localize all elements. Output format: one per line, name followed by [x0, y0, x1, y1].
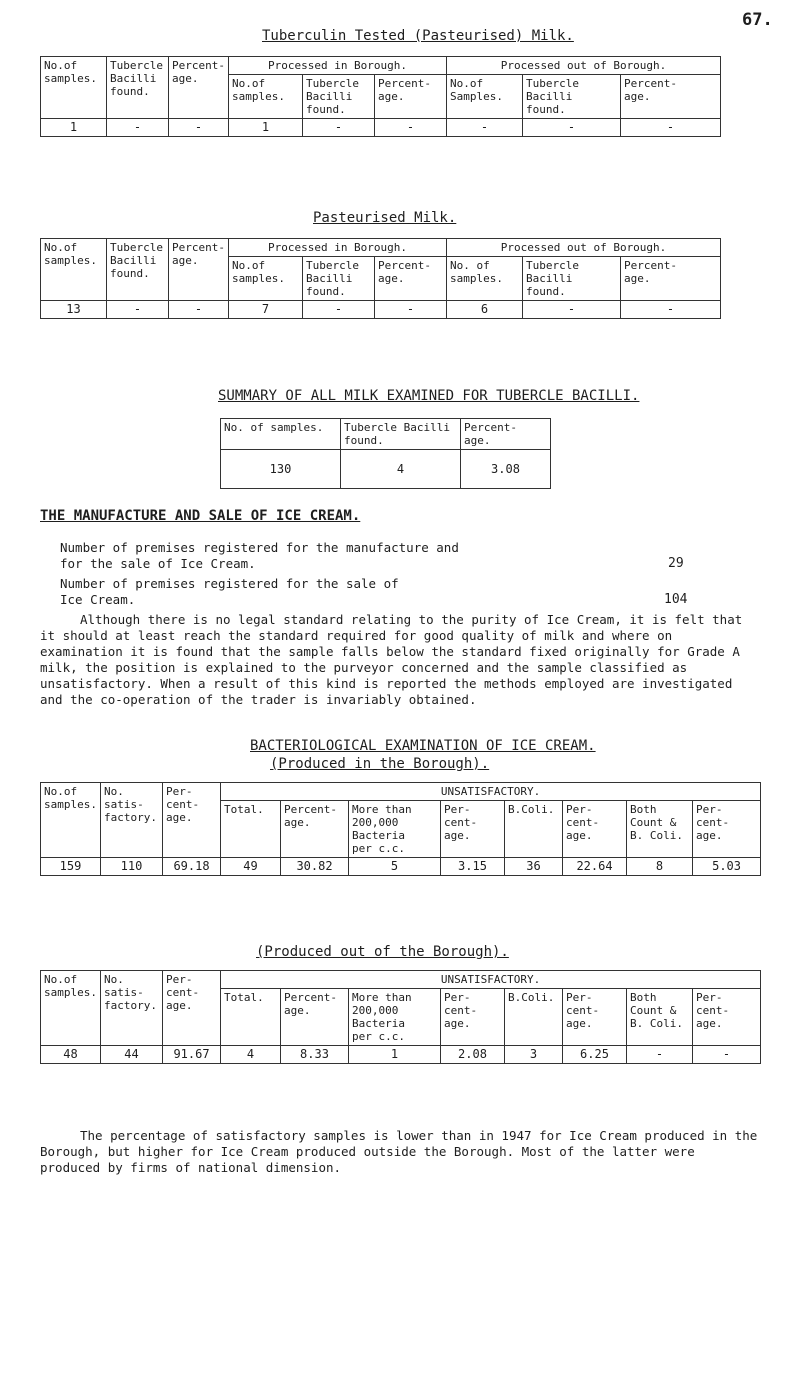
header-percentage: Per- cent- age.: [163, 783, 221, 858]
cell: 3.08: [461, 450, 551, 489]
cell: 5.03: [693, 858, 761, 876]
header-pct2: Percent- age.: [281, 989, 349, 1046]
cell: 6: [447, 301, 523, 319]
ice-cream-paragraph: Although there is no legal standard relating to the purity of Ice Cream, it is felt that it should at least reach the standard required for good quality of milk and where on examination it is found that the sample falls below the standard fixed originally for Grade A milk, the position is explained to the purveyor concerned and the sample classified as unsatisfactory. When a result of this kind is reported the methods employed are investigated and the co-operation of the trader is invariably obtained.: [40, 612, 743, 707]
header-out-borough: Processed out of Borough.: [447, 57, 721, 75]
header-satisfactory: No. satis- factory.: [101, 971, 163, 1046]
header-percentage: Per- cent- age.: [163, 971, 221, 1046]
header-no-samples: No.of samples.: [41, 971, 101, 1046]
cell: 110: [101, 858, 163, 876]
header-pct2: Percent- age.: [281, 801, 349, 858]
ice-cream-value2: 104: [664, 592, 688, 607]
ice-cream-title: THE MANUFACTURE AND SALE OF ICE CREAM.: [40, 508, 361, 524]
header-both: Both Count & B. Coli.: [627, 801, 693, 858]
cell: 91.67: [163, 1046, 221, 1064]
subheader-tb: Tubercle Bacilli found.: [303, 75, 375, 119]
ice-cream-value1: 29: [668, 556, 684, 571]
cell: 1: [349, 1046, 441, 1064]
bact-title: BACTERIOLOGICAL EXAMINATION OF ICE CREAM.: [250, 738, 596, 754]
header-unsatisfactory: UNSATISFACTORY.: [221, 783, 761, 801]
tt-milk-table: [40, 56, 721, 137]
table-row: [41, 858, 761, 876]
header-in-borough: Processed in Borough.: [229, 239, 447, 257]
header-no-samples: No.of samples.: [41, 783, 101, 858]
header-unsatisfactory: UNSATISFACTORY.: [221, 971, 761, 989]
subheader-tb: Tubercle Bacilli found.: [303, 257, 375, 301]
subheader-tb-out: Tubercle Bacilli found.: [523, 257, 621, 301]
cell: 44: [101, 1046, 163, 1064]
header-no-samples: No.of samples.: [41, 239, 107, 301]
summary-header-samples: No. of samples.: [221, 419, 341, 450]
cell: -: [169, 119, 229, 137]
cell: -: [303, 301, 375, 319]
header-pct5: Per- cent- age.: [693, 989, 761, 1046]
ice-cream-line2a: Number of premises registered for the sale of: [60, 576, 399, 591]
table-row: [41, 1046, 761, 1064]
cell: 30.82: [281, 858, 349, 876]
summary-header-pct: Percent- age.: [461, 419, 551, 450]
cell: 159: [41, 858, 101, 876]
header-tubercle-found: Tubercle Bacilli found.: [107, 57, 169, 119]
cell: -: [375, 301, 447, 319]
cell: -: [523, 119, 621, 137]
header-out-borough: Processed out of Borough.: [447, 239, 721, 257]
bact-in-table: [40, 782, 761, 876]
cell: -: [303, 119, 375, 137]
subheader-no: No.of samples.: [229, 75, 303, 119]
header-bcoli: B.Coli.: [505, 989, 563, 1046]
cell: 22.64: [563, 858, 627, 876]
cell: 49: [221, 858, 281, 876]
cell: 5: [349, 858, 441, 876]
cell: -: [169, 301, 229, 319]
header-bcoli: B.Coli.: [505, 801, 563, 858]
header-in-borough: Processed in Borough.: [229, 57, 447, 75]
header-percentage: Percent- age.: [169, 57, 229, 119]
page-number: 67.: [742, 10, 773, 30]
cell: -: [107, 301, 169, 319]
cell: -: [447, 119, 523, 137]
header-total: Total.: [221, 989, 281, 1046]
cell: 4: [341, 450, 461, 489]
bact-sub-in: (Produced in the Borough).: [270, 756, 490, 772]
cell: -: [107, 119, 169, 137]
subheader-no: No.of samples.: [229, 257, 303, 301]
cell: 48: [41, 1046, 101, 1064]
header-percentage: Percent- age.: [169, 239, 229, 301]
cell: -: [523, 301, 621, 319]
ice-cream-line2b: Ice Cream.: [60, 592, 136, 607]
header-pct4: Per- cent- age.: [563, 801, 627, 858]
cell: 1: [41, 119, 107, 137]
header-more-bacteria: More than 200,000 Bacteria per c.c.: [349, 989, 441, 1046]
subheader-no-out: No.of Samples.: [447, 75, 523, 119]
header-total: Total.: [221, 801, 281, 858]
cell: -: [375, 119, 447, 137]
header-tubercle-found: Tubercle Bacilli found.: [107, 239, 169, 301]
cell: -: [621, 119, 721, 137]
cell: 8.33: [281, 1046, 349, 1064]
header-pct5: Per- cent- age.: [693, 801, 761, 858]
header-satisfactory: No. satis- factory.: [101, 783, 163, 858]
cell: -: [621, 301, 721, 319]
table-row: [41, 301, 721, 319]
ice-cream-line1a: Number of premises registered for the manufacture and: [60, 540, 459, 555]
header-pct4: Per- cent- age.: [563, 989, 627, 1046]
cell: 13: [41, 301, 107, 319]
subheader-tb-out: Tubercle Bacilli found.: [523, 75, 621, 119]
subheader-pct: Percent- age.: [375, 75, 447, 119]
summary-header-tb: Tubercle Bacilli found.: [341, 419, 461, 450]
cell: 3.15: [441, 858, 505, 876]
cell: 1: [229, 119, 303, 137]
cell: 36: [505, 858, 563, 876]
cell: -: [627, 1046, 693, 1064]
cell: 130: [221, 450, 341, 489]
cell: 6.25: [563, 1046, 627, 1064]
subheader-pct-out: Percent- age.: [621, 75, 721, 119]
cell: -: [693, 1046, 761, 1064]
cell: 7: [229, 301, 303, 319]
closing-paragraph: The percentage of satisfactory samples is lower than in 1947 for Ice Cream produced in the Borough, but higher for Ice Cream produced outside the Borough. Most of the latter were produced by firms of national dimension.: [40, 1128, 758, 1175]
cell: 3: [505, 1046, 563, 1064]
tt-milk-title: Tuberculin Tested (Pasteurised) Milk.: [262, 28, 574, 44]
summary-title: SUMMARY OF ALL MILK EXAMINED FOR TUBERCLE BACILLI.: [218, 388, 640, 404]
header-pct3: Per- cent- age.: [441, 801, 505, 858]
header-no-samples: No.of samples.: [41, 57, 107, 119]
past-milk-title: Pasteurised Milk.: [313, 210, 457, 226]
header-more-bacteria: More than 200,000 Bacteria per c.c.: [349, 801, 441, 858]
summary-table: [220, 418, 551, 489]
header-pct3: Per- cent- age.: [441, 989, 505, 1046]
cell: 69.18: [163, 858, 221, 876]
table-row: [41, 119, 721, 137]
subheader-no-out: No. of samples.: [447, 257, 523, 301]
table-row: [221, 450, 551, 489]
ice-cream-line1b: for the sale of Ice Cream.: [60, 556, 256, 571]
bact-out-table: [40, 970, 761, 1064]
cell: 2.08: [441, 1046, 505, 1064]
past-milk-table: [40, 238, 721, 319]
bact-sub-out: (Produced out of the Borough).: [256, 944, 509, 960]
cell: 8: [627, 858, 693, 876]
header-both: Both Count & B. Coli.: [627, 989, 693, 1046]
cell: 4: [221, 1046, 281, 1064]
subheader-pct: Percent- age.: [375, 257, 447, 301]
subheader-pct-out: Percent- age.: [621, 257, 721, 301]
